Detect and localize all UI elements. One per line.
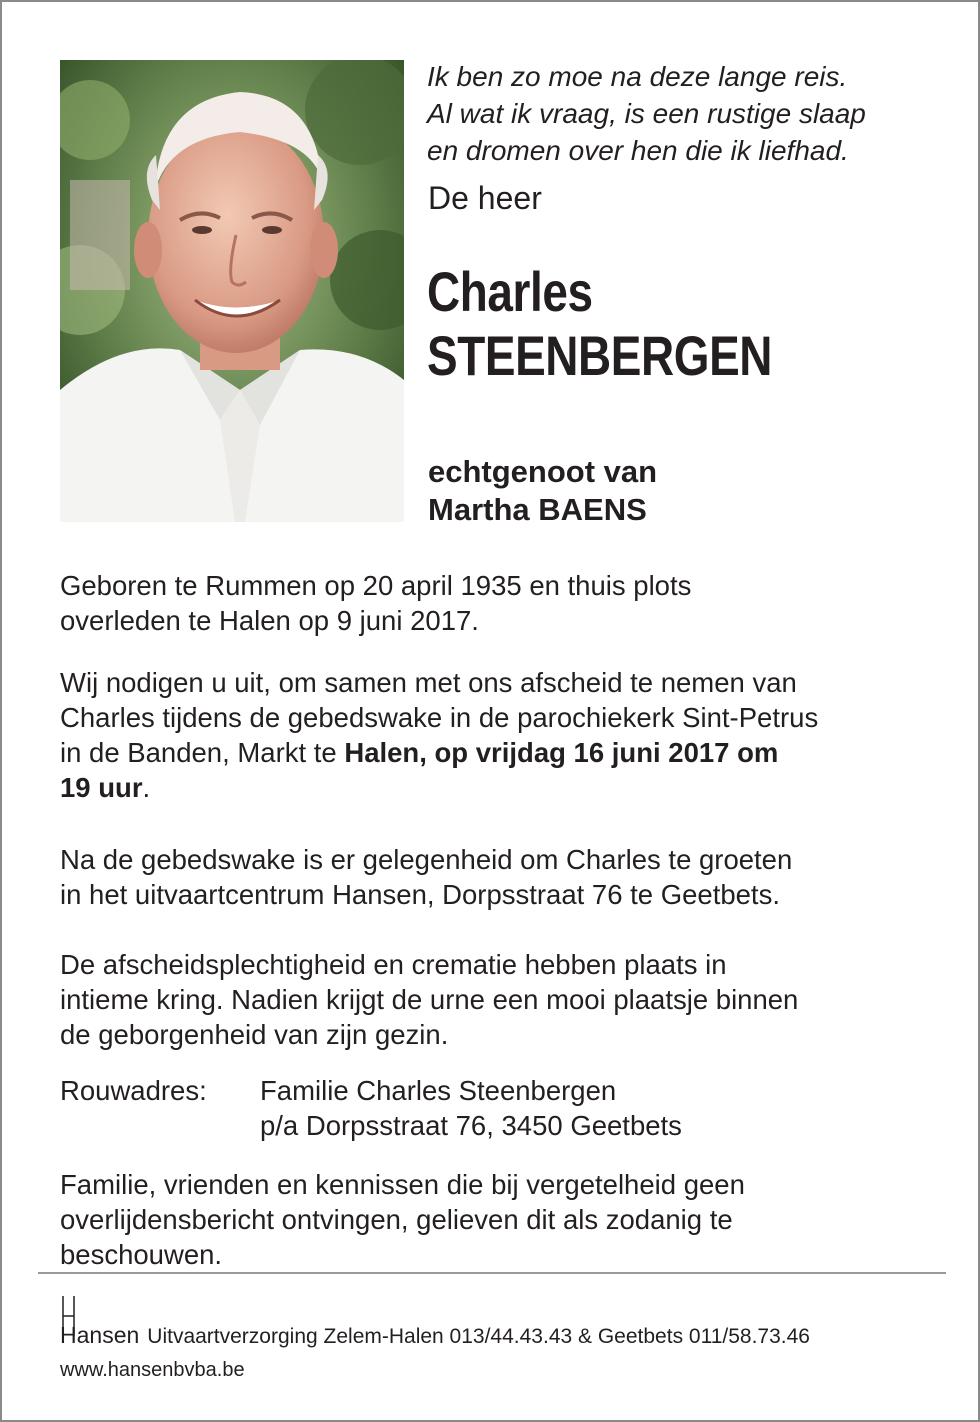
address-line: Familie Charles Steenbergen <box>260 1075 617 1106</box>
spouse-relation: echtgenoot van <box>428 454 658 489</box>
honorific: De heer <box>428 180 542 216</box>
contact-text: Uitvaartverzorging Zelem-Halen 013/44.43.43 & Geetbets 011/58.73.46 <box>147 1325 810 1348</box>
last-name: STEENBERGEN <box>427 324 773 387</box>
address-label: Rouwadres: <box>60 1075 207 1106</box>
poem-line: Ik ben zo moe na deze lange reis. <box>427 61 848 92</box>
footer-contact <box>60 1322 810 1350</box>
spouse-name: Martha BAENS <box>428 492 647 527</box>
text-line: Geboren te Rummen op 20 april 1935 en thuis plots <box>60 570 692 601</box>
brand-name: Hansen <box>60 1322 140 1348</box>
poem-line: Al wat ik vraag, is een rustige slaap <box>427 98 866 129</box>
address-value <box>260 1073 682 1143</box>
text-line: Familie, vrienden en kennissen die bij vergetelheid geen <box>60 1169 745 1200</box>
vigil-paragraph <box>60 665 818 805</box>
text-line: Charles tijdens de gebedswake in de parochiekerk Sint-Petrus <box>60 702 819 733</box>
vigil-hour: 19 uur <box>60 772 143 803</box>
spouse-info <box>428 453 657 529</box>
text-span: in de Banden, Markt te <box>60 737 345 768</box>
vigil-date-time: Halen, op vrijdag 16 juni 2017 om <box>344 737 779 768</box>
text-line: Wij nodigen u uit, om samen met ons afscheid te nemen van <box>60 667 797 698</box>
notice-paragraph <box>60 1167 745 1272</box>
text-line <box>60 770 818 805</box>
text-line: beschouwen. <box>60 1239 223 1270</box>
poem-line: en dromen over hen die ik liefhad. <box>427 135 849 166</box>
ceremony-paragraph <box>60 947 798 1052</box>
text-line: de geborgenheid van zijn gezin. <box>60 1019 449 1050</box>
text-line: in het uitvaartcentrum Hansen, Dorpsstraat 76 te Geetbets. <box>60 879 780 910</box>
poem <box>427 58 947 169</box>
text-line <box>60 735 818 770</box>
website-link[interactable]: www.hansenbvba.be <box>60 1359 245 1381</box>
text-span: . <box>142 772 151 803</box>
address-line: p/a Dorpsstraat 76, 3450 Geetbets <box>260 1110 682 1141</box>
text-line: intieme kring. Nadien krijgt de urne een mooi plaatsje binnen <box>60 984 799 1015</box>
text-line: overlijdensbericht ontvingen, gelieven dit als zodanig te <box>60 1204 733 1235</box>
text-line: overleden te Halen op 9 juni 2017. <box>60 605 479 636</box>
birth-death-paragraph <box>60 568 691 638</box>
first-name: Charles <box>427 260 593 323</box>
text-line: Na de gebedswake is er gelegenheid om Charles te groeten <box>60 844 793 875</box>
portrait-photo <box>60 60 404 522</box>
text-line: De afscheidsplechtigheid en crematie hebben plaats in <box>60 949 727 980</box>
deceased-name <box>427 260 772 388</box>
divider <box>38 1272 946 1274</box>
viewing-paragraph <box>60 842 792 912</box>
